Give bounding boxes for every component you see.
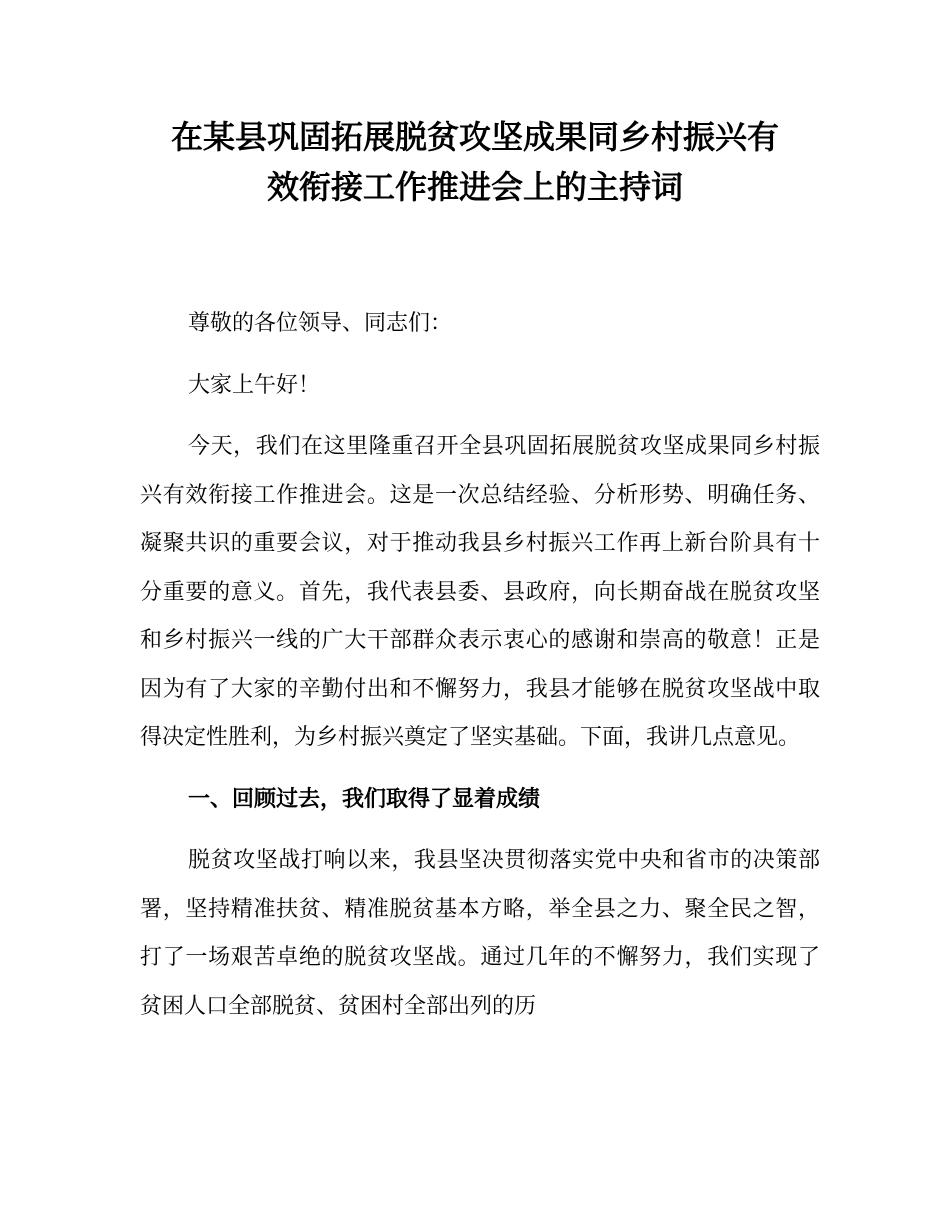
document-body — [140, 300, 820, 1044]
paragraph-opening: 今天，我们在这里隆重召开全县巩固拓展脱贫攻坚成果同乡村振兴有效衔接工作推进会。这是一次总结经验、分析形势、明确任务、凝聚共识的重要会议，对于推动我县乡村振兴工作再上新台阶具有十分重要的意义。首先，我代表县委、县政府，向长期奋战在脱贫攻坚和乡村振兴一线的广大干部群众表示衷心的感谢和崇高的敬意！正是因为有了大家的辛勤付出和不懈努力，我县才能够在脱贫攻坚战中取得决定性胜利，为乡村振兴奠定了坚实基础。下面，我讲几点意见。 — [140, 434, 820, 750]
section-heading-1: 一、回顾过去，我们取得了显着成绩 — [188, 786, 541, 812]
document-title — [140, 112, 810, 212]
salutation: 尊敬的各位领导、同志们： — [188, 311, 453, 336]
greeting: 大家上午好！ — [188, 372, 321, 398]
title-line-1: 在某县巩固拓展脱贫攻坚成果同乡村振兴有 — [170, 118, 779, 156]
title-line-2: 效衔接工作推进会上的主持词 — [266, 168, 683, 206]
paragraph-review: 脱贫攻坚战打响以来，我县坚决贯彻落实党中央和省市的决策部署，坚持精准扶贫、精准脱贫基本方略，举全县之力、聚全民之智，打了一场艰苦卓绝的脱贫攻坚战。通过几年的不懈努力，我们实现了贫困人口全部脱贫、贫困村全部出列的历 — [140, 848, 820, 1019]
